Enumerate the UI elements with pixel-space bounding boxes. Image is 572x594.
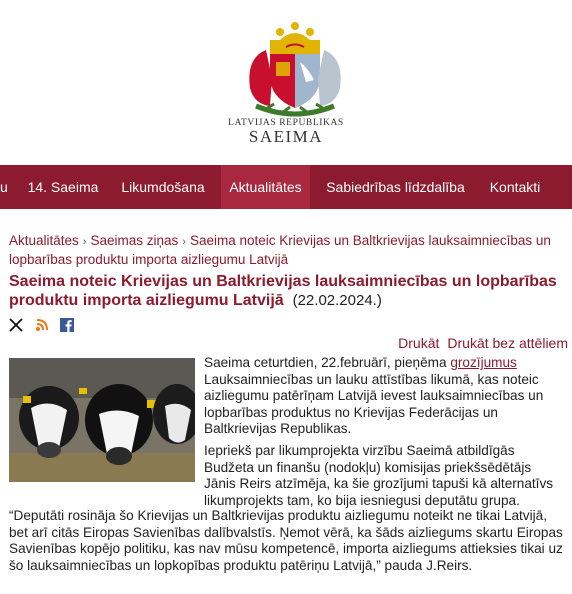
breadcrumb-current[interactable]: Saeima noteic Krievijas un Baltkrievijas lauksaimniecības un lopbarības produktu importa aizliegumu Latvijā (9, 233, 551, 267)
print-no-images-link[interactable]: Drukāt bez attēliem (447, 335, 568, 351)
nav-item-sabiedribas-lidzdaliba[interactable]: Sabiedrības līdzdalība (326, 179, 465, 195)
coat-of-arms-logo[interactable] (236, 18, 354, 118)
chevron-right-icon: › (82, 236, 87, 248)
print-link[interactable]: Drukāt (398, 335, 440, 351)
grozijumus-link[interactable]: grozījumus (450, 355, 517, 370)
nav-item-aktualitates[interactable]: Aktualitātes (221, 165, 310, 209)
nav-item-truncated[interactable]: u (0, 179, 8, 195)
main-navigation (0, 165, 572, 209)
nav-item-14-saeima[interactable]: 14. Saeima (27, 179, 99, 195)
print-links (390, 335, 568, 351)
brand-title[interactable]: SAEIMA (248, 127, 324, 146)
breadcrumb-item[interactable]: Saeimas ziņas (90, 233, 179, 248)
facebook-icon[interactable] (60, 318, 74, 332)
brand-subtitle: LATVIJAS REPUBLIKAS (228, 118, 344, 128)
chevron-right-icon: › (182, 236, 186, 248)
site-header (0, 0, 572, 165)
article-title: Saeima noteic Krievijas un Baltkrievijas lauksaimniecības un lopbarības produktu importa aizliegumu Latvijā (9, 273, 557, 309)
article-paragraph-2: Iepriekš par likumprojekta virzību Saeimā atbildīgās Budžeta un finanšu (nodokļu) komisijas priekšsēdētājs Jānis Reirs atzīmēja, ka šie grozījumi tapuši kā alternatīvs likumprojekts tam, ko bija iesniegusi deputātu grupa. (204, 443, 554, 508)
article-paragraph-1 (204, 355, 564, 438)
paragraph-text: Lauksaimniecības un lauku attīstības likumā, kas noteic aizliegumu patērīņam Latvijā ievest lauksaimniecības un lopbarības produktus no Krievijas Federācijas un Baltkrievijas Republikas. (204, 371, 544, 436)
rss-icon[interactable] (35, 318, 49, 332)
breadcrumb-item[interactable]: Aktualitātes (9, 233, 79, 248)
article-date: (22.02.2024.) (292, 292, 382, 309)
paragraph-text: Saeima ceturtdien, 22.februārī, pieņēma (204, 355, 451, 370)
nav-item-kontakti[interactable]: Kontakti (489, 179, 541, 195)
article-paragraph-3: “Deputāti rosināja šo Krievijas un Baltkrievijas produktu aizliegumu noteikt ne tikai Latvijā, bet arī citās Eiropas Savienības dalībvalstīs. Ņemot vērā, ka šāds aizliegums skartu Eiropas Savienības kopējo politiku, kas nav mūsu kompetencē, importa aizliegums attieksies tikai uz šo lauksaimniecības un lopkopības produktu patēriņu Latvijā,” pauda J.Reirs. (9, 508, 563, 573)
nav-item-likumdosana[interactable]: Likumdošana (121, 179, 205, 195)
x-icon[interactable] (9, 318, 23, 332)
article-photo-cows (9, 358, 195, 482)
page-title (9, 272, 569, 310)
breadcrumb (9, 232, 569, 268)
